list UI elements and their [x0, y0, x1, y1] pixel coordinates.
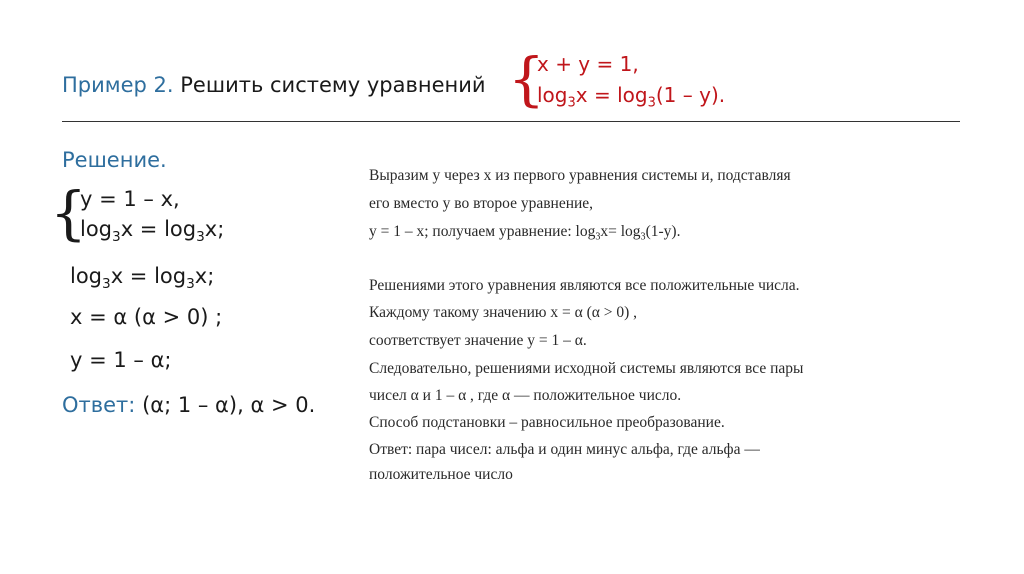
answer-label: Ответ:	[62, 393, 136, 417]
note-line-7: Ответ: пара чисел: альфа и один минус альфа, где альфа —	[369, 441, 760, 458]
solution-y-line: y = 1 – α;	[70, 348, 172, 372]
header-brace: {	[508, 45, 545, 113]
note-line-2: Каждому такому значению х = α (α > 0) ,	[369, 304, 638, 321]
note-line-5: чисел α и 1 – α , где α — положительное число.	[369, 387, 682, 404]
solution-brace: {	[50, 179, 87, 247]
divider-line	[62, 121, 960, 122]
note-p1-line2: его вместо у во второе уравнение,	[369, 195, 594, 212]
example-label: Пример 2.	[62, 73, 174, 97]
note-line-4: Следовательно, решениями исходной системы являются все пары	[369, 360, 804, 377]
solution-heading: Решение.	[62, 148, 167, 172]
note-line-3: соответствует значение у = 1 – α.	[369, 332, 587, 349]
answer-line	[62, 392, 315, 418]
note-p1-line1: Выразим у через х из первого уравнения системы и, подставляя	[369, 167, 791, 184]
header-eq1: x + y = 1,	[537, 52, 639, 76]
solution-eq2: $\log_3x = \log_3x$;	[80, 217, 225, 245]
task-text: Решить систему уравнений	[180, 73, 486, 97]
note-line-8: положительное число	[369, 466, 513, 483]
answer-value: (α; 1 – α), α > 0.	[142, 393, 316, 417]
example-title	[62, 72, 486, 98]
solution-log-line: $\log_3x = \log_3x$;	[70, 264, 215, 292]
note-line-6: Способ подстановки – равносильное преобразование.	[369, 414, 725, 431]
solution-x-line: x = α (α > 0) ;	[70, 305, 223, 329]
note-p1-line3: у = 1 – х; получаем уравнение: $\log_3x= \log_3(1-y)$.	[369, 223, 681, 243]
note-line-1: Решениями этого уравнения являются все положительные числа.	[369, 277, 800, 294]
solution-eq1: y = 1 – x,	[80, 187, 180, 211]
header-eq2: $\log_3x = \log_3(1 - y)$.	[537, 83, 726, 111]
